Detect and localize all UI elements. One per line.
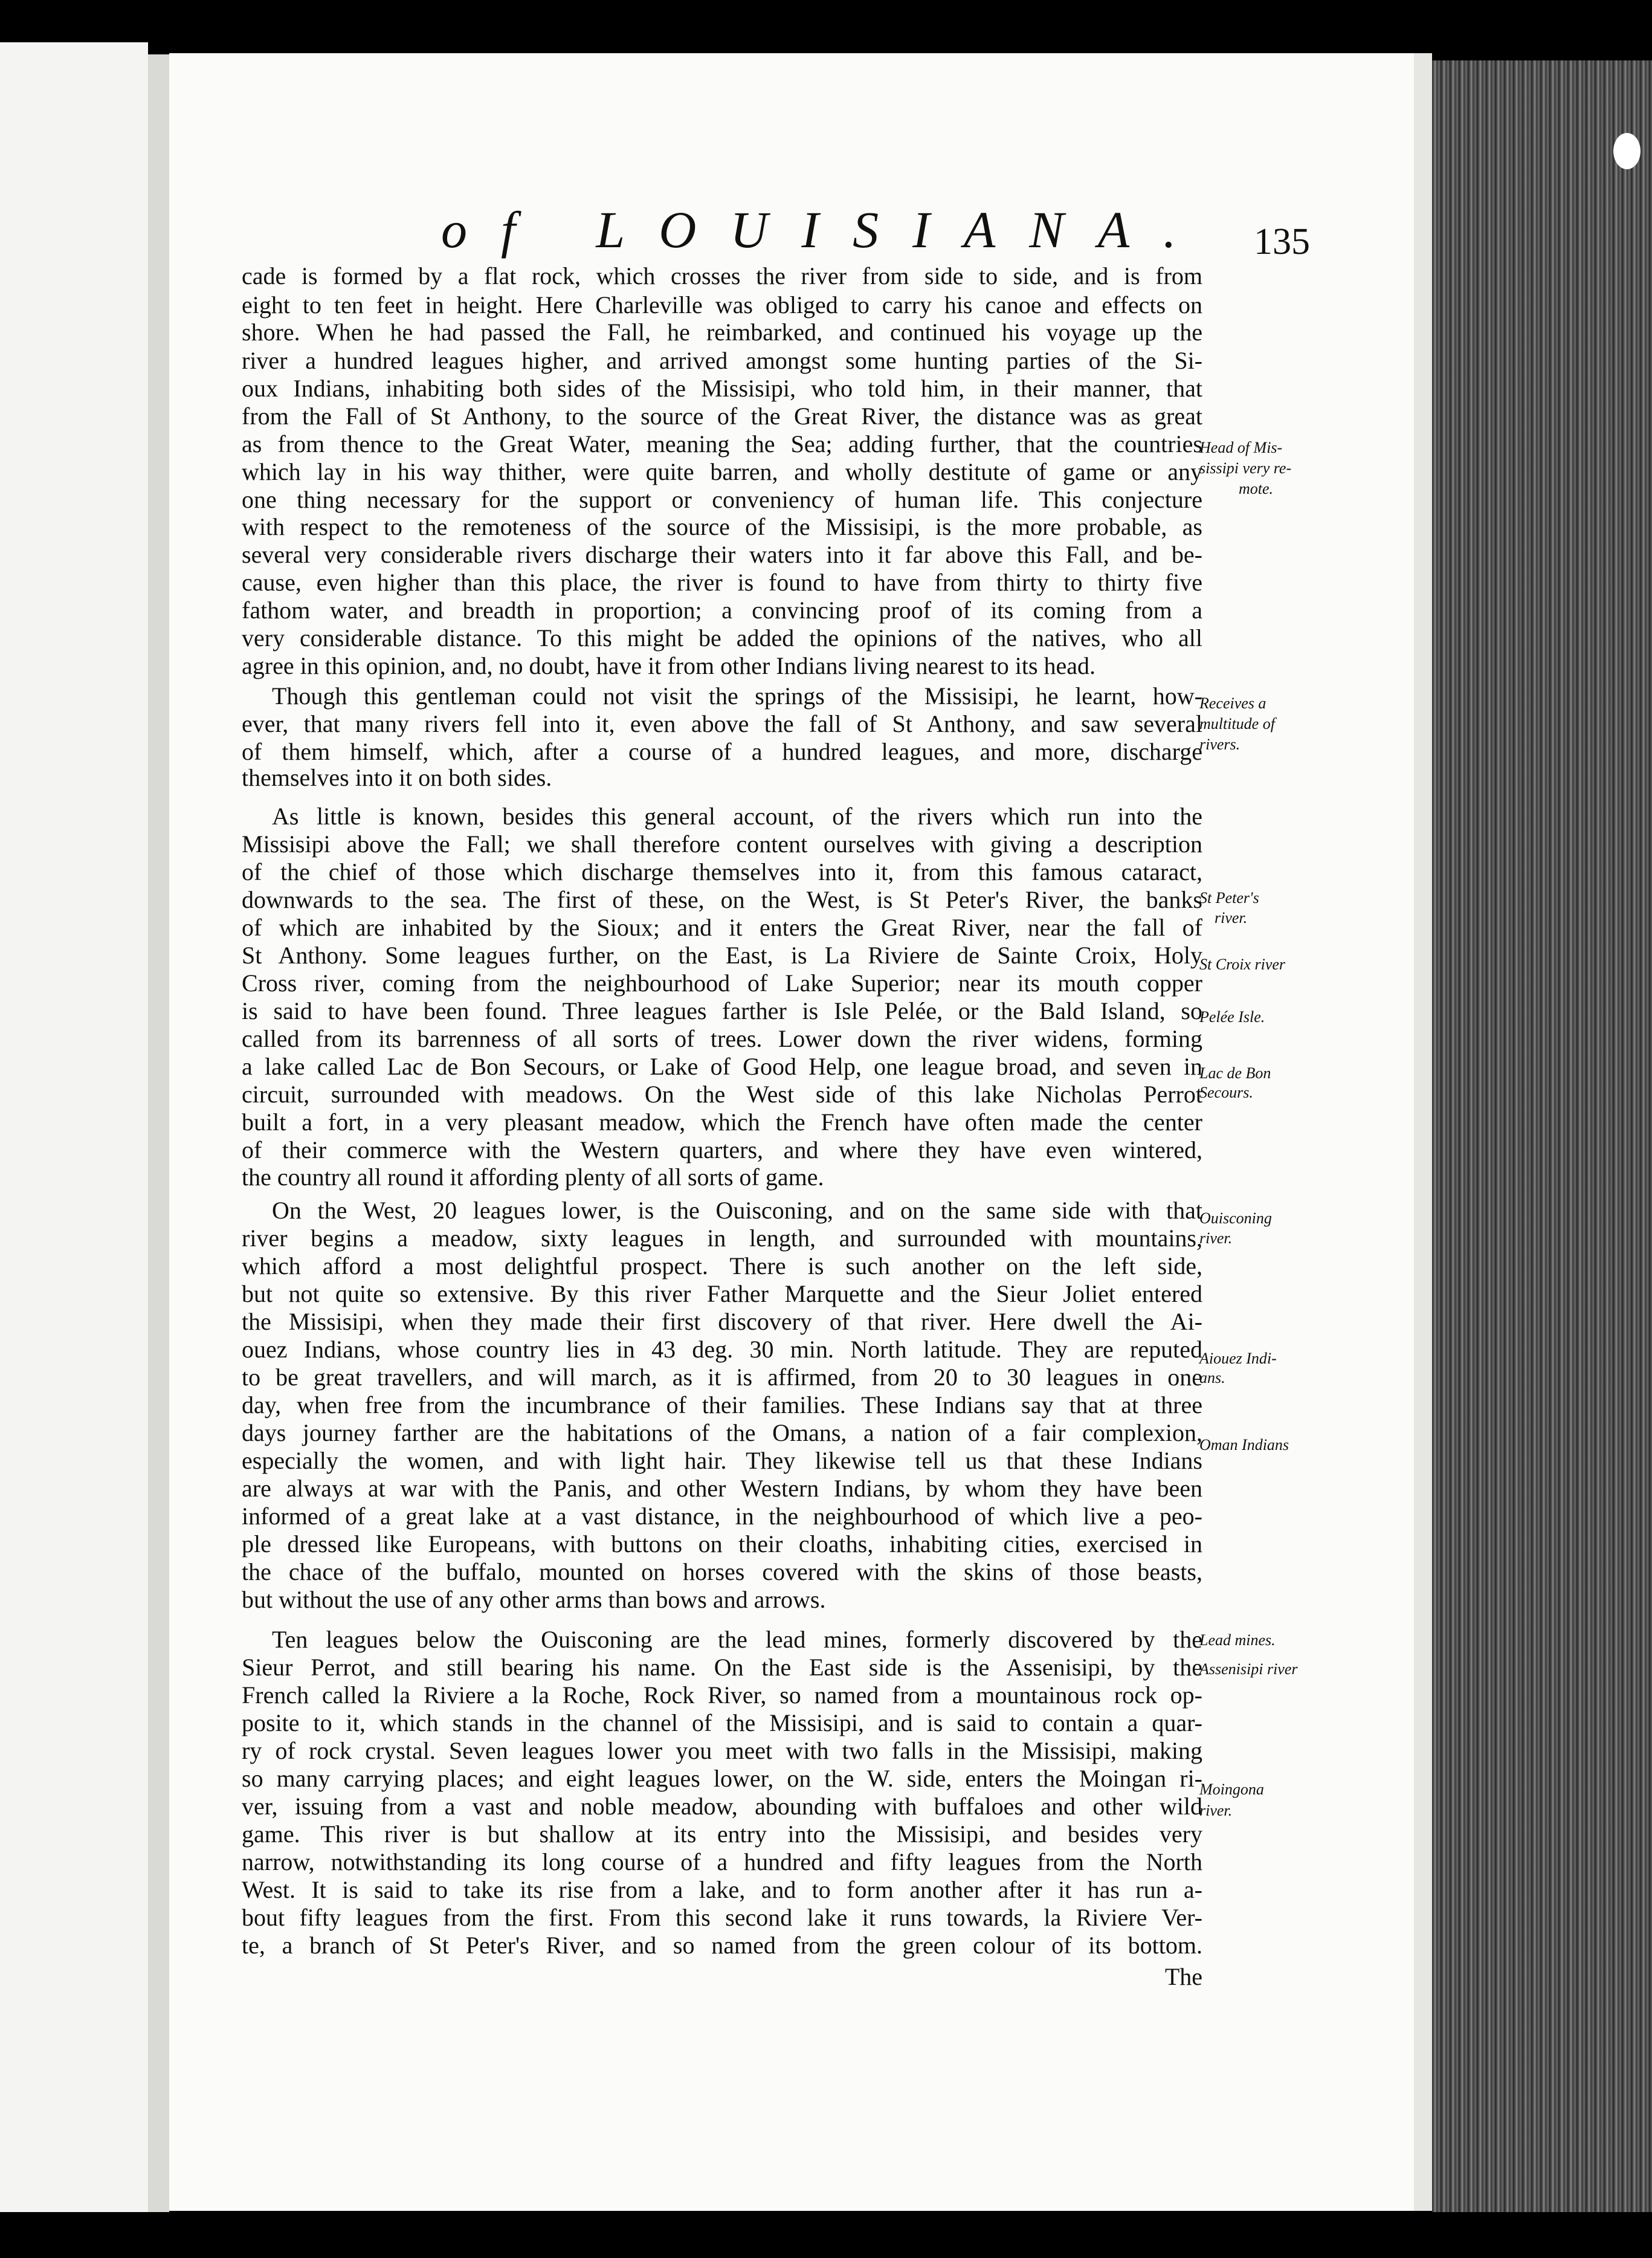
text-line: ouez Indians, whose country lies in 43 deg. 30 min. North latitude. They are reputed [242, 1336, 1202, 1363]
text-line: to be great travellers, and will march, as it is affirmed, from 20 to 30 leagues in one [242, 1364, 1202, 1391]
margin-note: sissipi very re- [1199, 459, 1292, 477]
margin-note: mote. [1239, 480, 1274, 497]
text-line: eight to ten feet in height. Here Charleville was obliged to carry his canoe and effects on [242, 291, 1202, 319]
text-line: called from its barrenness of all sorts of trees. Lower down the river widens, forming [242, 1025, 1202, 1052]
margin-note: Assenisipi river [1199, 1660, 1298, 1678]
text-line: but not quite so extensive. By this river Father Marquette and the Sieur Joliet entered [242, 1280, 1202, 1307]
text-line: oux Indians, inhabiting both sides of the Missisipi, who told him, in their manner, that [242, 375, 1202, 402]
text-line: ever, that many rivers fell into it, even above the fall of St Anthony, and saw several [242, 710, 1202, 737]
text-line: ry of rock crystal. Seven leagues lower you meet with two falls in the Missisipi, making [242, 1737, 1202, 1764]
margin-note: Lac de Bon [1199, 1064, 1271, 1082]
text-line: circuit, surrounded with meadows. On the West side of this lake Nicholas Perrot [242, 1081, 1202, 1108]
text-line: te, a branch of St Peter's River, and so named from the green colour of its bottom. [242, 1932, 1202, 1959]
running-head [393, 199, 1310, 266]
page-number: 135 [1254, 221, 1310, 262]
margin-note: Secours. [1199, 1084, 1253, 1101]
text-line: river a hundred leagues higher, and arrived amongst some hunting parties of the Si- [242, 347, 1202, 374]
margin-note: river. [1215, 909, 1248, 927]
catchword: The [1164, 1963, 1202, 1990]
text-line: as from thence to the Great Water, meaning the Sea; adding further, that the countries [242, 430, 1202, 458]
text-line: posite to it, which stands in the channel of the Missisipi, and is said to contain a quar- [242, 1709, 1202, 1736]
text-line: informed of a great lake at a vast distance, in the neighbourhood of which live a peo- [242, 1503, 1202, 1530]
text-line: the chace of the buffalo, mounted on horses covered with the skins of those beasts, [242, 1558, 1202, 1585]
margin-note: Pelée Isle. [1199, 1008, 1265, 1026]
text-line: ver, issuing from a vast and noble meadow, abounding with buffaloes and other wild [242, 1793, 1202, 1820]
text-line: the Missisipi, when they made their first discovery of that river. Here dwell the Ai- [242, 1308, 1202, 1335]
margin-note: St Croix river [1199, 956, 1286, 973]
text-line: themselves into it on both sides. [242, 764, 552, 791]
page-edge [1414, 53, 1432, 2211]
text-line: very considerable distance. To this might be added the opinions of the natives, who all [242, 624, 1202, 652]
text-line: cade is formed by a flat rock, which crosses the river from side to side, and is from [242, 262, 1202, 290]
margin-note: Oman Indians [1199, 1436, 1289, 1454]
text-line: of them himself, which, after a course of a hundred leagues, and more, discharge [242, 738, 1202, 765]
text-line: cause, even higher than this place, the river is found to have from thirty to thirty five [242, 569, 1202, 596]
text-line: On the West, 20 leagues lower, is the Ouisconing, and on the same side with that [272, 1197, 1202, 1224]
text-line: which afford a most delightful prospect. There is such another on the left side, [242, 1252, 1202, 1279]
text-line: Though this gentleman could not visit the springs of the Missisipi, he learnt, how- [272, 682, 1202, 710]
text-line: of which are inhabited by the Sioux; and it enters the Great River, near the fall of [242, 914, 1202, 941]
text-line: narrow, notwithstanding its long course of a hundred and fifty leagues from the North [242, 1848, 1202, 1875]
gutter [148, 54, 169, 2212]
margin-note: Lead mines. [1199, 1631, 1276, 1649]
facing-page [0, 42, 148, 2212]
margin-note: river. [1199, 1229, 1233, 1247]
text-line: downwards to the sea. The first of these, on the West, is St Peter's River, the banks [242, 886, 1202, 913]
text-line: Cross river, coming from the neighbourhood of Lake Superior; near its mouth copper [242, 969, 1202, 997]
text-line: As little is known, besides this general account, of the rivers which run into the [272, 803, 1202, 830]
text-line: fathom water, and breadth in proportion; a convincing proof of its coming from a [242, 597, 1202, 624]
margin-note: rivers. [1199, 736, 1241, 753]
text-line: so many carrying places; and eight leagues lower, on the W. side, enters the Moingan ri- [242, 1765, 1202, 1792]
text-line: Ten leagues below the Ouisconing are the lead mines, formerly discovered by the [272, 1626, 1202, 1653]
margin-note: Aiouez Indi- [1199, 1350, 1277, 1367]
margin-note: Ouisconing [1199, 1209, 1272, 1227]
margin-note: river. [1199, 1802, 1233, 1819]
text-line: Missisipi above the Fall; we shall therefore content ourselves with giving a description [242, 830, 1202, 858]
running-title: of LOUISIANA. [441, 201, 1210, 259]
text-line: French called la Riviere a la Roche, Rock River, so named from a mountainous rock op- [242, 1681, 1202, 1709]
text-line: one thing necessary for the support or conveniency of human life. This conjecture [242, 486, 1202, 513]
margin-note: Head of Mis- [1199, 439, 1283, 456]
text-line: of the chief of those which discharge themselves into it, from this famous cataract, [242, 858, 1202, 885]
text-line: is said to have been found. Three leagues farther is Isle Pelée, or the Bald Island, so [242, 997, 1202, 1024]
text-line: which lay in his way thither, were quite barren, and wholly destitute of game or any [242, 458, 1202, 485]
margin-note: multitude of [1199, 715, 1275, 733]
text-line: day, when free from the incumbrance of their families. These Indians say that at three [242, 1391, 1202, 1419]
text-line: a lake called Lac de Bon Secours, or Lake of Good Help, one league broad, and seven in [242, 1053, 1202, 1080]
text-line: St Anthony. Some leagues further, on the East, is La Riviere de Sainte Croix, Holy [242, 942, 1202, 969]
paper-blemish [1613, 133, 1641, 169]
text-line: ple dressed like Europeans, with buttons on their cloaths, inhabiting cities, exercised in [242, 1530, 1202, 1558]
text-line: built a fort, in a very pleasant meadow, which the French have often made the center [242, 1108, 1202, 1136]
text-line: shore. When he had passed the Fall, he reimbarked, and continued his voyage up the [242, 319, 1202, 346]
book-fore-edge [1432, 60, 1652, 2212]
margin-note: ans. [1199, 1369, 1225, 1386]
text-line: with respect to the remoteness of the source of the Missisipi, is the more probable, as [242, 513, 1202, 540]
margin-note: Moingona [1199, 1781, 1264, 1798]
text-line: are always at war with the Panis, and other Western Indians, by whom they have been [242, 1475, 1202, 1502]
margin-note: St Peter's [1199, 889, 1259, 907]
text-line: several very considerable rivers discharge their waters into it far above this Fall, and be- [242, 541, 1202, 568]
text-line: river begins a meadow, sixty leagues in length, and surrounded with mountains, [242, 1224, 1202, 1252]
text-line: bout fifty leagues from the first. From this second lake it runs towards, la Riviere Ver- [242, 1904, 1202, 1931]
text-line: of their commerce with the Western quarters, and where they have even wintered, [242, 1136, 1202, 1163]
text-line: Sieur Perrot, and still bearing his name. On the East side is the Assenisipi, by the [242, 1654, 1202, 1681]
text-line: West. It is said to take its rise from a lake, and to form another after it has run a- [242, 1876, 1202, 1903]
text-line: especially the women, and with light hair. They likewise tell us that these Indians [242, 1447, 1202, 1474]
margin-note: Receives a [1199, 694, 1266, 712]
text-line: days journey farther are the habitations of the Omans, a nation of a fair complexion, [242, 1419, 1202, 1446]
text-line: agree in this opinion, and, no doubt, have it from other Indians living nearest to its head. [242, 652, 1096, 679]
text-line: game. This river is but shallow at its entry into the Missisipi, and besides very [242, 1820, 1202, 1848]
text-line: the country all round it affording plenty of all sorts of game. [242, 1163, 824, 1191]
text-line: but without the use of any other arms than bows and arrows. [242, 1586, 826, 1613]
text-line: from the Fall of St Anthony, to the source of the Great River, the distance was as great [242, 403, 1202, 430]
